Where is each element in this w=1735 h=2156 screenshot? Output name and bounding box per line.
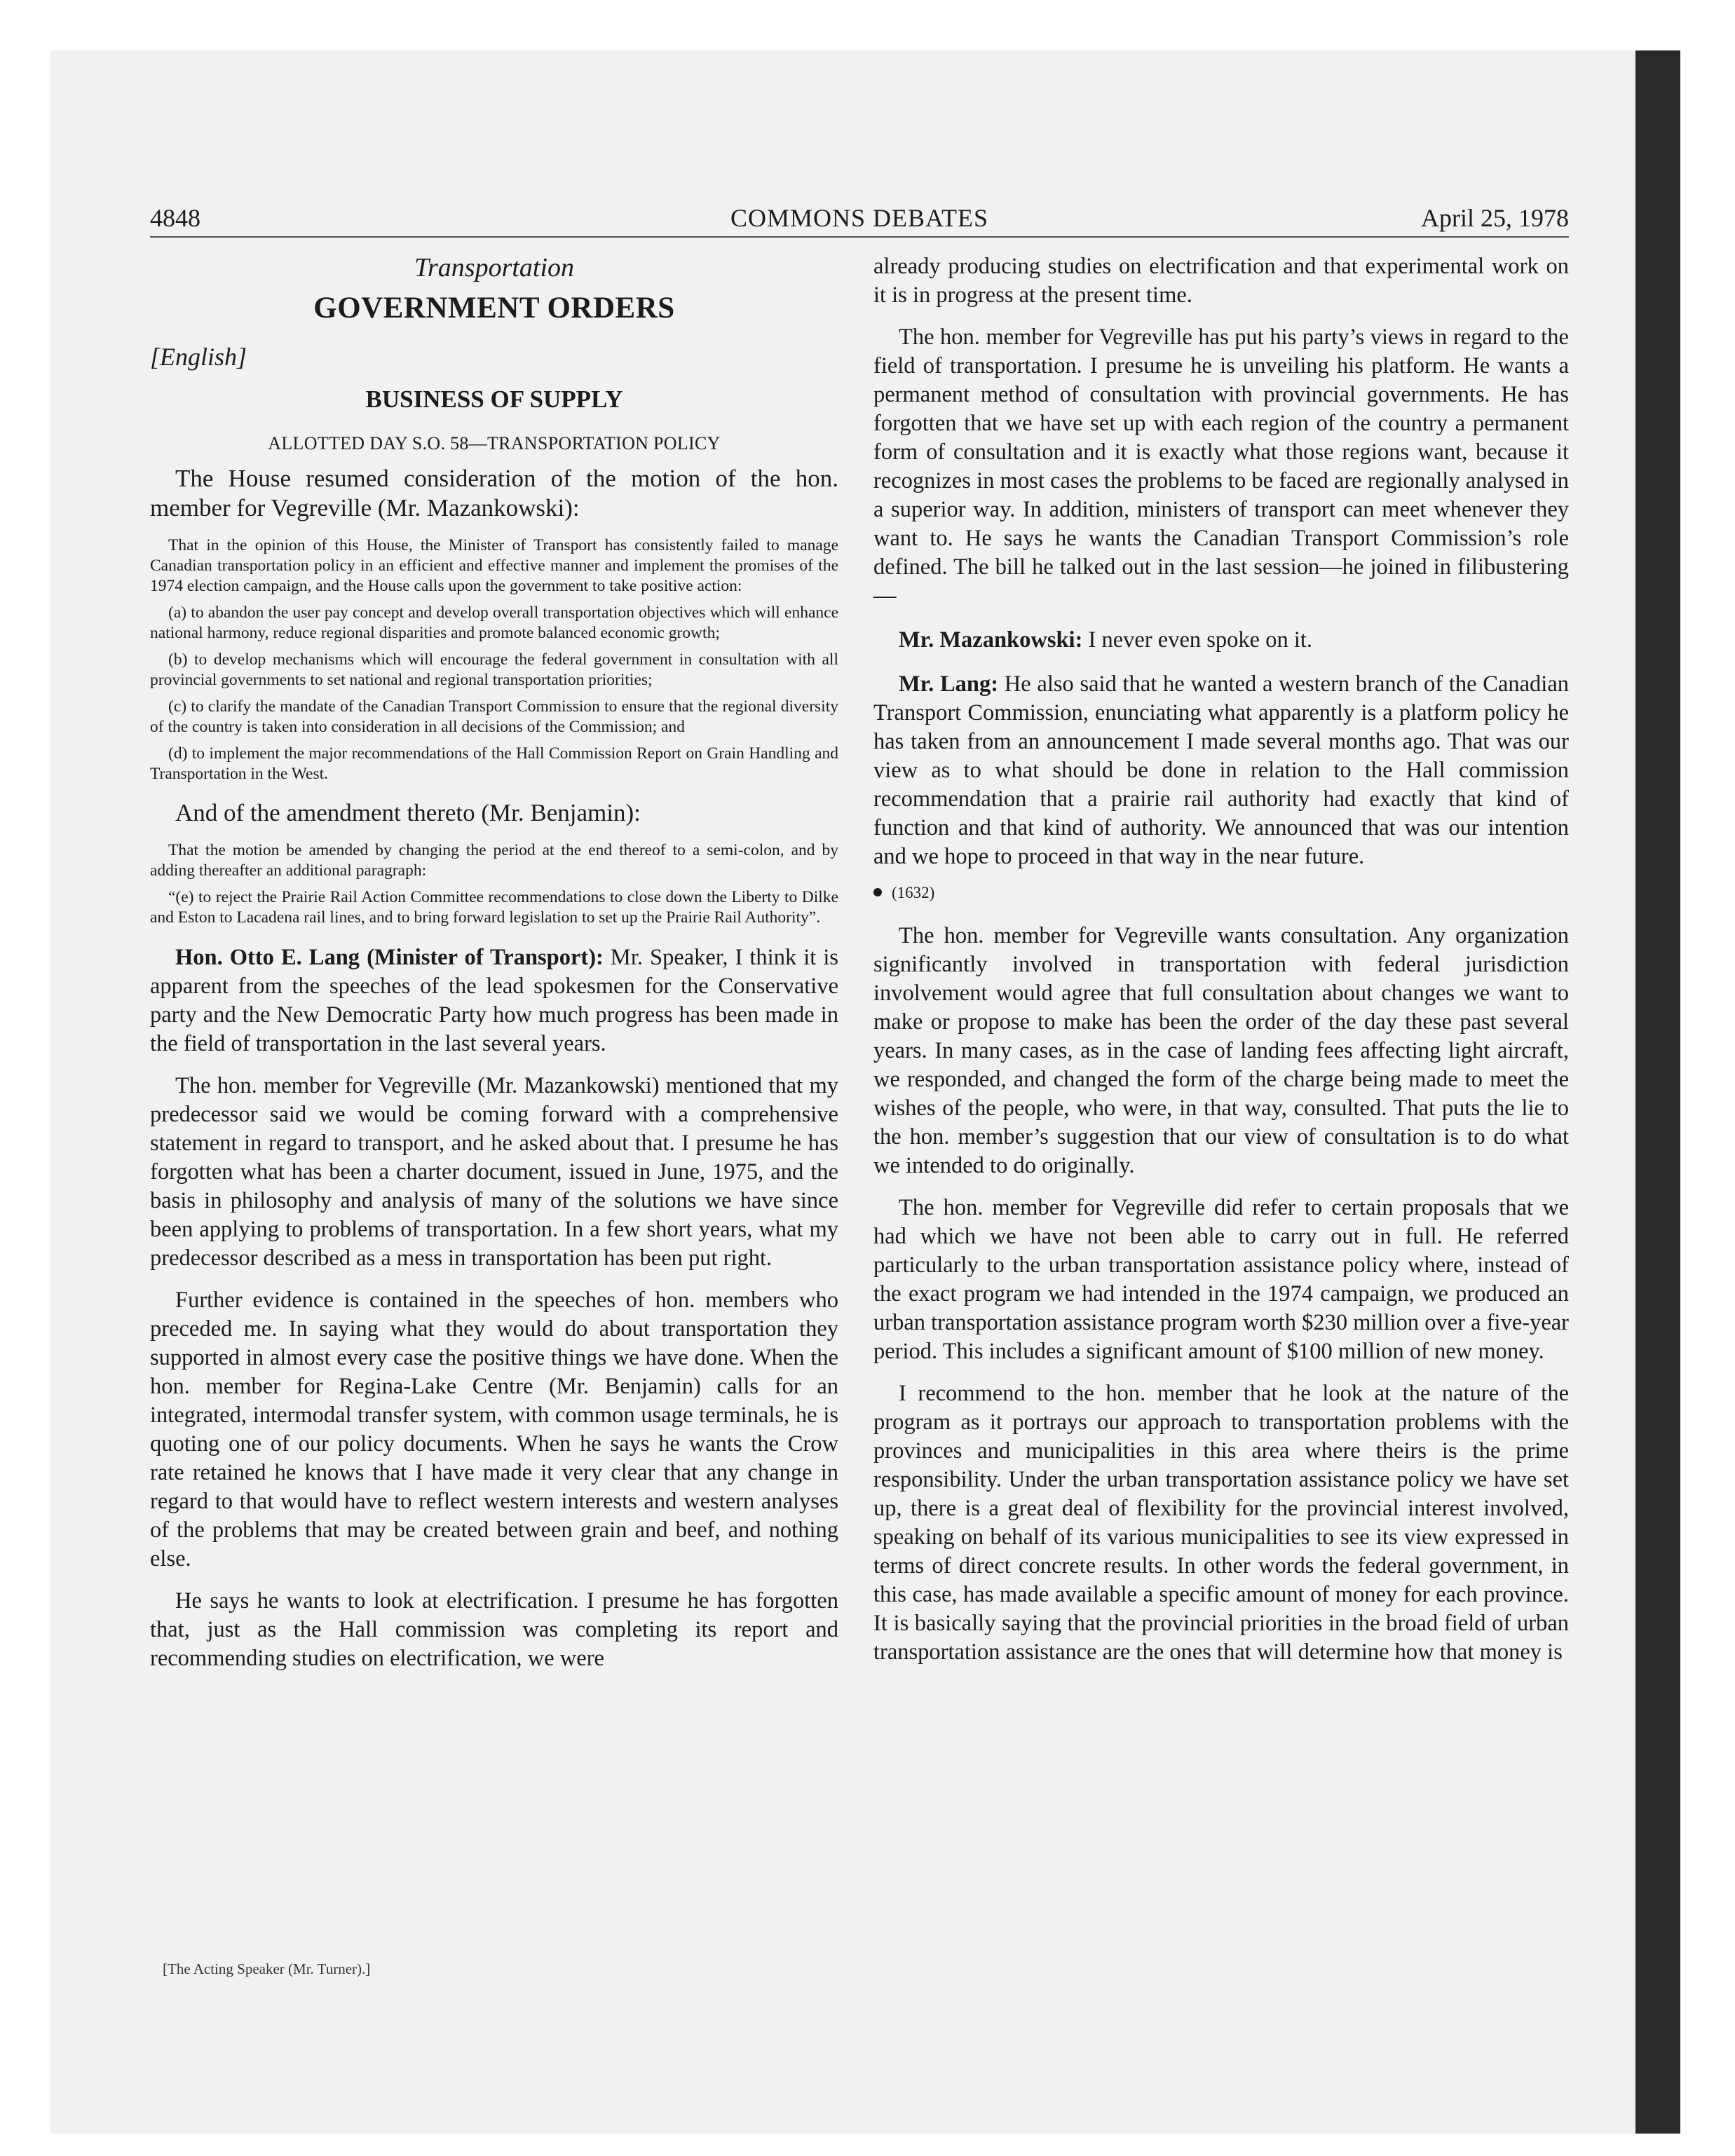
body-paragraph: The hon. member for Vegreville has put his party’s views in regard to the field of transportation. I presume he is unveiling his platform. He wants a permanent method of consultation with provincial governments. He has forgotten that we have set up with each region of the country a permanent form of consultation and it is exactly what those regions want, because it recognizes in most cases the problems to be faced are regionally analysed in a superior way. In addition, ministers of transport can meet whenever they want to. He says he wants the Canadian Transport Commission’s role defined. The bill he talked out in the last session—he joined in filibustering— xyxy=(873,325,1569,608)
allotted-day: ALLOTTED DAY S.O. 58—TRANSPORTATION POLICY xyxy=(268,433,721,453)
section-title: GOVERNMENT ORDERS xyxy=(313,292,675,325)
language-tag: [English] xyxy=(150,343,247,371)
amendment-clause: “(e) to reject the Prairie Rail Action Committee recommendations to close down the Liberty to Dilke and Eston to Lacadena rail lines, and to bring forward legislation to set up the Prairie Rail Authority”. xyxy=(150,888,838,927)
speech-text: Mr. Speaker, I think it is apparent from the speeches of the lead spokesmen for the Conservative party and the New Democratic Party how much progress has been made in the field of transportation in the last several years. xyxy=(150,945,838,1056)
speaker-name: Mr. Mazankowski: xyxy=(899,627,1083,653)
intro-text: The House resumed consideration of the motion of the hon. member for Vegreville (Mr. Mazankowski): xyxy=(150,465,838,521)
motion-clause: (c) to clarify the mandate of the Canadian Transport Commission to ensure that the regional diversity of the country is taken into consideration in all decisions of the Commission; and xyxy=(150,697,838,736)
footnote: [The Acting Speaker (Mr. Turner).] xyxy=(163,1960,371,1977)
speech-paragraph xyxy=(150,943,838,1058)
body-paragraph: Further evidence is contained in the speeches of hon. members who preceded me. In saying what they would do about transportation they supported in almost every case the positive things we have done. When the hon. member for Regina-Lake Centre (Mr. Benjamin) calls for an integrated, intermodal transfer system, with common usage terminals, he is quoting one of our policy documents. When he says he wants the Crow rate retained he knows that I have made it very clear that any change in regard to that would have to reflect western interests and western analyses of the problems that may be created between grain and beef, and nothing else. xyxy=(150,1288,838,1571)
left-column xyxy=(150,252,838,1673)
section-label: Transportation xyxy=(414,253,575,282)
publication-title: COMMONS DEBATES xyxy=(730,204,989,232)
motion-text xyxy=(150,535,838,784)
body-paragraph: I recommend to the hon. member that he look at the nature of the program as it portrays our approach to transportation problems with the provinces and municipalities in this area where theirs is the prime responsibility. Under the urban transportation assistance policy we have set up, there is a great deal of flexibility for the provincial interest involved, speaking on behalf of its various municipalities to see its view expressed in terms of direct concrete results. In other words the federal government, in this case, has made available a specific amount of money for each province. It is basically saying that the provincial priorities in the broad field of urban transportation assistance are the ones that will determine how that money is xyxy=(873,1381,1569,1665)
right-column xyxy=(873,252,1569,1667)
exchange-paragraph xyxy=(873,626,1569,655)
scan-edge-bar xyxy=(1635,50,1680,2134)
page-header xyxy=(150,200,1569,238)
motion-clause: (a) to abandon the user pay concept and develop overall transportation objectives which will enhance national harmony, reduce regional disparities and promote balanced economic growth; xyxy=(150,603,838,642)
body-paragraph: He says he wants to look at electrification. I presume he has forgotten that, just as the Hall commission was completing its report and recommending studies on electrification, we were xyxy=(150,1588,838,1671)
exchange-text: I never even spoke on it. xyxy=(1088,627,1313,653)
body-paragraph: The hon. member for Vegreville did refer to certain proposals that we had which we have not been able to carry out in full. He referred particularly to the urban transportation assistance policy where, instead of the exact program we had intended in the 1974 campaign, we produced an urban transportation assistance program worth $230 million over a five-year period. This includes a significant amount of $100 million of new money. xyxy=(873,1195,1569,1364)
exchange-paragraph xyxy=(873,670,1569,871)
time-marker xyxy=(873,882,1569,903)
time-marker-text: (1632) xyxy=(892,884,935,901)
amendment-text xyxy=(150,840,838,928)
page-date: April 25, 1978 xyxy=(1421,204,1569,232)
amendment-clause: That the motion be amended by changing the period at the end thereof to a semi-colon, and by adding thereafter an additional paragraph: xyxy=(150,841,838,880)
subtitle: BUSINESS OF SUPPLY xyxy=(365,386,623,413)
page-number: 4848 xyxy=(150,204,200,232)
speaker-name: Mr. Lang: xyxy=(899,671,999,697)
bullet-icon xyxy=(873,888,882,896)
body-paragraph: The hon. member for Vegreville (Mr. Mazankowski) mentioned that my predecessor said we would be coming forward with a comprehensive statement in regard to transport, and he asked about that. I presume he has forgotten what has been a charter document, issued in June, 1975, and the basis in philosophy and analysis of many of the solutions we have since been applying to problems of transportation. In a few short years, what my predecessor described as a mess in transportation has been put right. xyxy=(150,1073,838,1271)
motion-clause: That in the opinion of this House, the Minister of Transport has consistently failed to manage Canadian transportation policy in an efficient and effective manner and implement the promises of the 1974 election campaign, and the House calls upon the government to take positive action: xyxy=(150,536,838,595)
exchange-text: He also said that he wanted a western branch of the Canadian Transport Commission, enunciating what apparently is a platform policy he has taken from an announcement I made several months ago. That was our view as to what should be done in relation to the Hall commission recommendation that a prairie rail authority had exactly that kind of function and that kind of authority. We announced that was our intention and we hope to proceed in that way in the near future. xyxy=(873,671,1570,869)
speaker-name: Hon. Otto E. Lang (Minister of Transport): xyxy=(175,945,604,970)
amendment-intro: And of the amendment thereto (Mr. Benjamin): xyxy=(175,799,641,826)
body-paragraph: already producing studies on electrification and that experimental work on it is in progress at the present time. xyxy=(873,254,1569,308)
motion-clause: (b) to develop mechanisms which will encourage the federal government in consultation with all provincial governments to set national and regional transportation priorities; xyxy=(150,650,838,689)
body-paragraph: The hon. member for Vegreville wants consultation. Any organization significantly involved in transportation with federal jurisdiction involvement would agree that full consultation about changes we want to make or propose to make has been the order of the day these past several years. In many cases, as in the case of landing fees affecting light aircraft, we responded, and changed the form of the charge being made to meet the wishes of the people, who were, in that way, consulted. That puts the lie to the hon. member’s suggestion that our view of consultation is to do what we intended to do originally. xyxy=(873,923,1569,1178)
motion-clause: (d) to implement the major recommendations of the Hall Commission Report on Grain Handling and Transportation in the West. xyxy=(150,744,838,783)
